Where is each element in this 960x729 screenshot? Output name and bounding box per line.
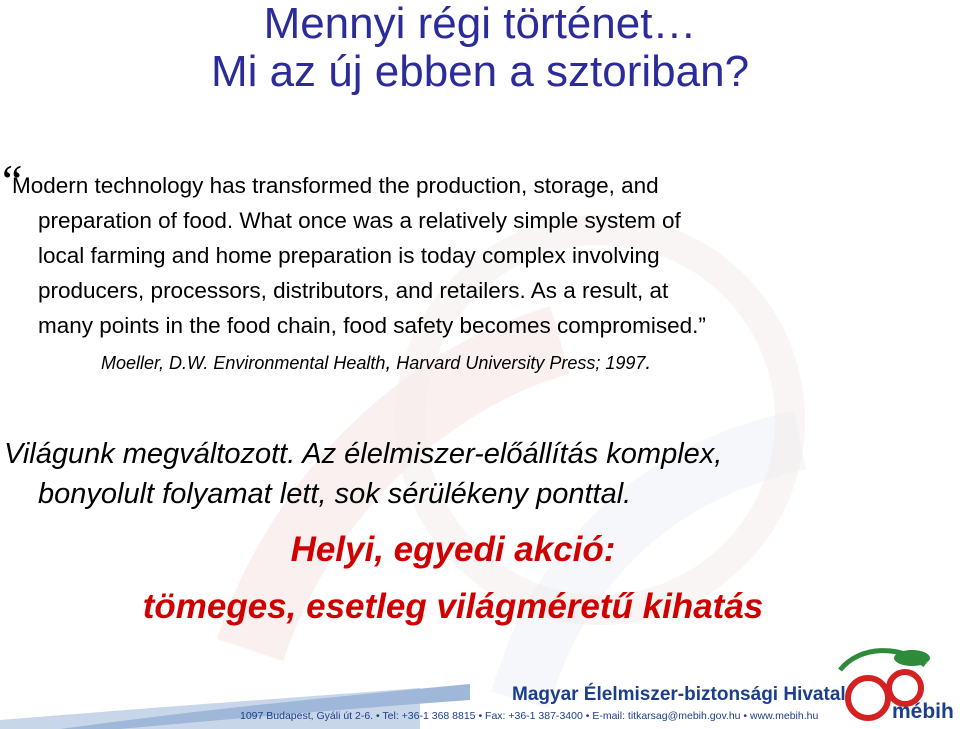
highlight-line1: Helyi, egyedi akció:	[290, 530, 616, 569]
citation-end: .	[645, 351, 652, 374]
citation-publisher: Harvard University Press; 1997	[391, 353, 646, 373]
quote-line: producers, processors, distributors, and retailers. As a result, at	[38, 278, 669, 303]
quote-line: local farming and home preparation is today complex involving	[38, 243, 660, 268]
quote-body	[12, 168, 942, 343]
cherry-icon	[848, 678, 888, 718]
citation-author: Moeller, D.W. Environmental Health	[101, 353, 386, 373]
highlight-line2: tömeges, esetleg világméretű kihatás	[142, 587, 764, 626]
mebih-logo-text: mébih	[892, 700, 954, 723]
slide-title-line2: Mi az új ebben a sztoriban?	[210, 47, 750, 96]
org-name: Magyar Élelmiszer-biztonsági Hivatal	[512, 684, 846, 705]
slide-title-line1: Mennyi régi történet…	[263, 0, 697, 48]
quote-line: many points in the food chain, food safety becomes compromised.”	[38, 313, 706, 338]
citation	[101, 351, 651, 375]
leaf-icon	[894, 650, 930, 666]
contact-info: 1097 Budapest, Gyáli út 2-6. • Tel: +36-1 368 8815 • Fax: +36-1 387-3400 • E-mail: titkarsag@mebih.gov.hu • www.mebih.hu	[240, 710, 819, 722]
quote-line: preparation of food. What once was a relatively simple system of	[38, 208, 681, 233]
hungarian-summary-line2: bonyolult folyamat lett, sok sérülékeny ponttal.	[38, 478, 632, 510]
open-quote-mark: “	[2, 155, 23, 206]
citation-separator: ,	[385, 351, 392, 374]
quote-line: Modern technology has transformed the production, storage, and	[12, 173, 659, 198]
hungarian-summary-line1: Világunk megváltozott. Az élelmiszer-előállítás komplex,	[4, 438, 723, 470]
